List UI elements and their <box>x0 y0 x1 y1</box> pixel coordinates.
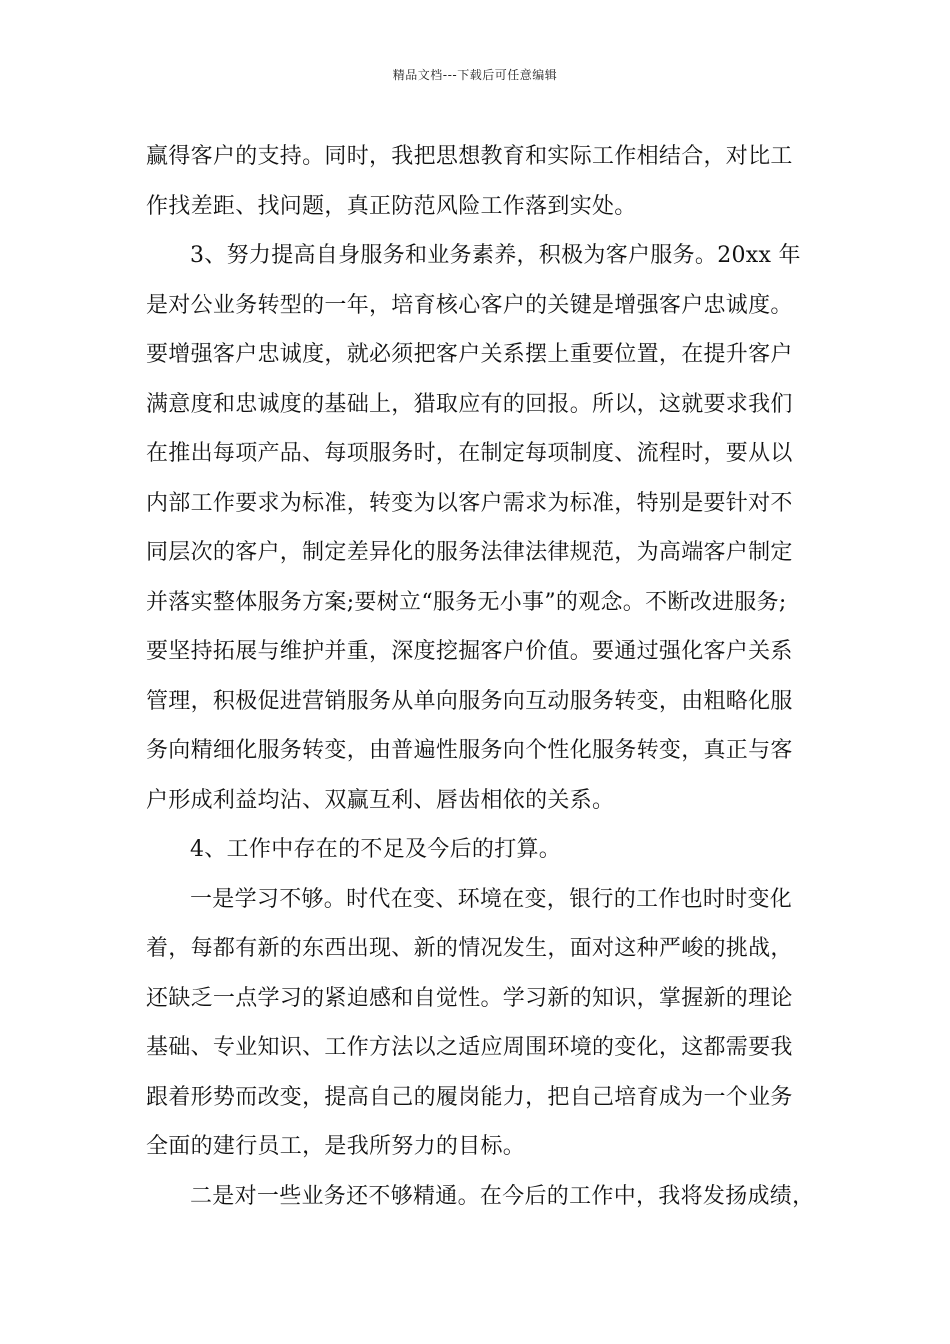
text-line: 是对公业务转型的一年，培育核心客户的关键是增强客户忠诚度。 <box>146 292 793 318</box>
text-line: 在推出每项产品、每项服务时，在制定每项制度、流程时，要从以 <box>146 441 793 466</box>
document-body <box>146 132 826 1221</box>
text-line: 要坚持拓展与维护并重，深度挖掘客户价值。要通过强化客户关系 <box>146 639 793 664</box>
text-line: 满意度和忠诚度的基础上，猎取应有的回报。所以，这就要求我们 <box>146 391 793 417</box>
text-line: 同层次的客户，制定差异化的服务法律法律规范，为高端客户制定 <box>146 540 793 565</box>
text-line: 跟着形势而改变，提高自己的履岗能力，把自己培育成为一个业务 <box>146 1084 793 1110</box>
text-line: 二是对一些业务还不够精通。在今后的工作中，我将发扬成绩， <box>190 1183 815 1209</box>
text-line: 全面的建行员工，是我所努力的目标。 <box>146 1134 526 1159</box>
text-line: 内部工作要求为标准，转变为以客户需求为标准，特别是要针对不 <box>146 490 793 516</box>
text-line: 着，每都有新的东西出现、新的情况发生，面对这种严峻的挑战， <box>146 936 793 961</box>
text-line: 基础、专业知识、工作方法以之适应周围环境的变化，这都需要我 <box>146 1035 793 1060</box>
text-line: 4、工作中存在的不足及今后的打算。 <box>190 837 562 862</box>
page-header: 精品文档---下载后可任意编辑 <box>392 68 558 82</box>
text-line: 作找差距、找问题，真正防范风险工作落到实处。 <box>146 193 637 219</box>
text-line: 赢得客户的支持。同时，我把思想教育和实际工作相结合，对比工 <box>146 144 793 169</box>
text-line: 3、努力提高自身服务和业务素养，积极为客户服务。20xx 年 <box>190 243 801 268</box>
text-line: 一是学习不够。时代在变、环境在变，银行的工作也时时变化 <box>190 886 793 912</box>
text-line: 要增强客户忠诚度，就必须把客户关系摆上重要位置，在提升客户 <box>146 342 793 367</box>
text-line: 管理，积极促进营销服务从单向服务向互动服务转变，由粗略化服 <box>146 688 793 714</box>
text-line: 务向精细化服务转变，由普遍性服务向个性化服务转变，真正与客 <box>146 738 793 763</box>
text-line: 户形成利益均沾、双赢互利、唇齿相依的关系。 <box>146 787 615 813</box>
text-line: 还缺乏一点学习的紧迫感和自觉性。学习新的知识，掌握新的理论 <box>146 985 793 1011</box>
text-line: 并落实整体服务方案;要树立“服务无小事”的观念。不断改进服务; <box>146 589 787 615</box>
